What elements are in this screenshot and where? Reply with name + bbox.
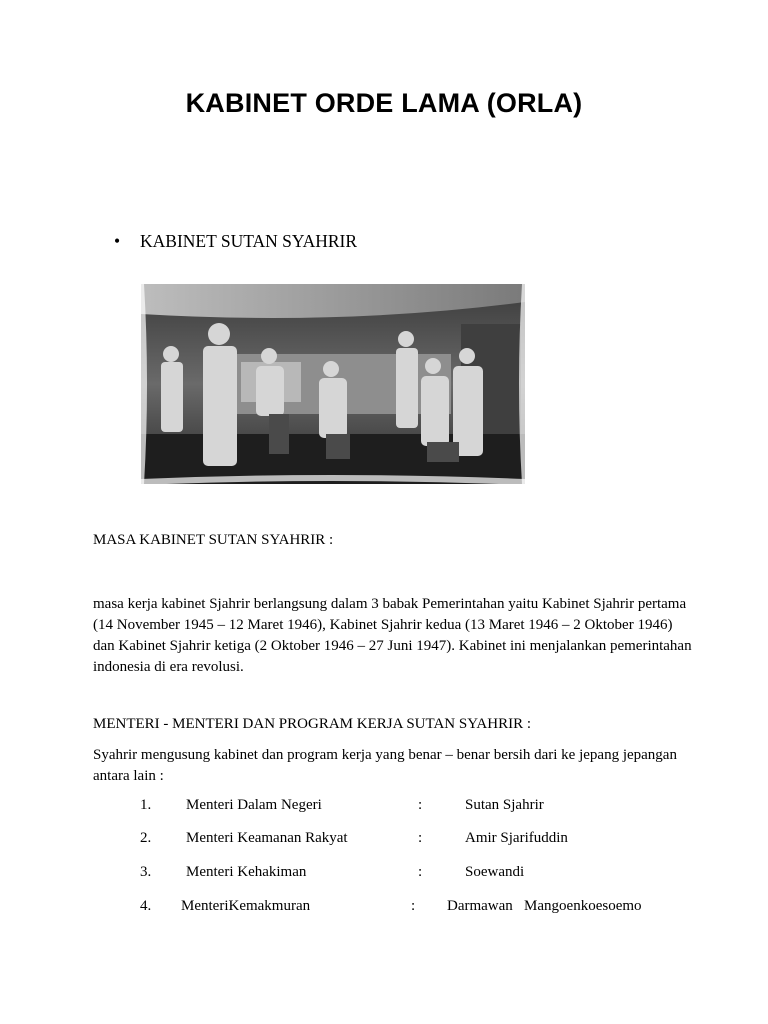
minister-post: Menteri Kehakiman xyxy=(186,864,307,880)
photo-illustration xyxy=(141,284,525,484)
intro-paragraph: Syahrir mengusung kabinet dan program kerja yang benar – benar bersih dari ke jepang jepangan antara lain : xyxy=(93,747,677,784)
minister-name: Soewandi xyxy=(465,864,525,880)
minister-separator: : xyxy=(411,898,416,914)
minister-number: 2. xyxy=(140,830,152,846)
minister-post: Menteri Keamanan Rakyat xyxy=(186,830,348,846)
masa-heading: MASA KABINET SUTAN SYAHRIR : xyxy=(93,532,334,548)
bullet-item xyxy=(114,231,357,252)
menteri-heading: MENTERI - MENTERI DAN PROGRAM KERJA SUTAN SYAHRIR : xyxy=(93,716,531,732)
bullet-dot: • xyxy=(114,231,121,251)
minister-separator: : xyxy=(418,864,423,880)
minister-name: Darmawan Mangoenkoesoemo xyxy=(447,898,642,914)
minister-post: Menteri Dalam Negeri xyxy=(186,797,322,813)
minister-number: 4. xyxy=(140,898,152,914)
cabinet-photo xyxy=(141,284,525,484)
page-title: KABINET ORDE LAMA (ORLA) xyxy=(185,88,583,118)
minister-name: Amir Sjarifuddin xyxy=(465,830,568,846)
minister-separator: : xyxy=(418,797,423,813)
minister-separator: : xyxy=(418,830,423,846)
minister-name: Sutan Sjahrir xyxy=(465,797,544,813)
minister-number: 1. xyxy=(140,797,152,813)
masa-paragraph: masa kerja kabinet Sjahrir berlangsung dalam 3 babak Pemerintahan yaitu Kabinet Sjahrir pertama (14 November 1945 – 12 Maret 1946), Kabinet Sjahrir kedua (13 Maret 1946 – 2 Oktober 1946) dan Kabinet Sjahrir ketiga (2 Oktober 1946 – 27 Juni 1947). Kabinet ini menjalankan pemerintahan indonesia di era revolusi. xyxy=(93,596,692,675)
minister-number: 3. xyxy=(140,864,152,880)
bullet-text: KABINET SUTAN SYAHRIR xyxy=(140,231,358,251)
minister-post: MenteriKemakmuran xyxy=(181,898,311,914)
